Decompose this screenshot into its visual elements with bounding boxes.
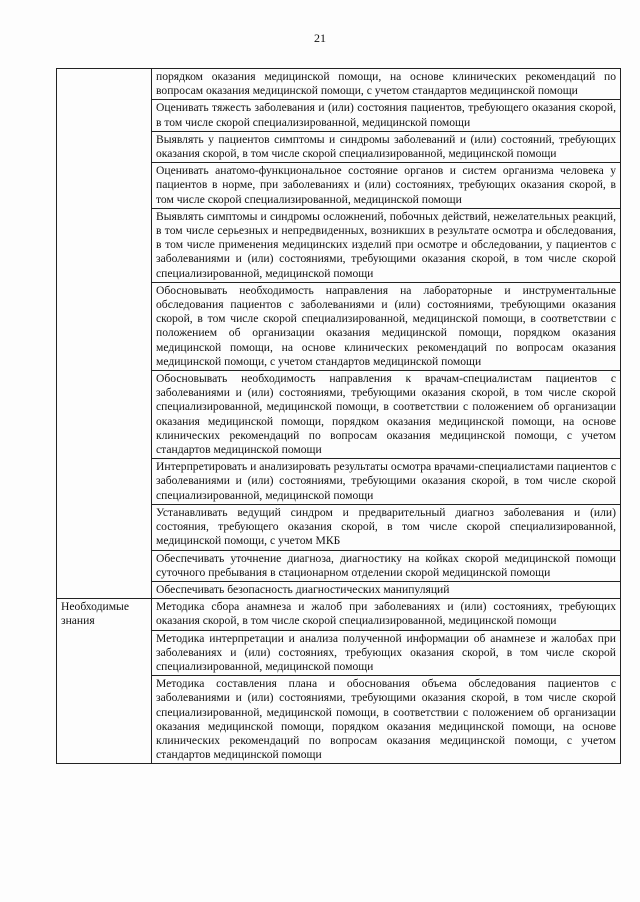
table-row (57, 69, 621, 100)
table-cell: Обосновывать необходимость направления к врачам-специалистам пациентов с заболеваниями и (или) состояниями, требующими оказания скорой, в том числе скорой специализированной, медицинской помощи, в соответствии с положением об организации оказания медицинской помощи, порядком оказания медицинской помощи, на основе клинических рекомендаций по вопросам оказания медицинской помощи, с учетом стандартов медицинской помощи (152, 371, 621, 459)
page-number: 21 (314, 31, 326, 45)
table-cell: Устанавливать ведущий синдром и предварительный диагноз заболевания и (или) состояния, требующего оказания скорой, в том числе скорой специализированной, медицинской помощи, с учетом МКБ (152, 504, 621, 550)
table-row (57, 599, 621, 630)
competency-table (56, 68, 621, 764)
table-cell: Выявлять у пациентов симптомы и синдромы заболеваний и (или) состояний, требующих оказания скорой, в том числе скорой специализированной, медицинской помощи (152, 131, 621, 162)
table-cell: Методика сбора анамнеза и жалоб при заболеваниях и (или) состояниях, требующих оказания скорой, в том числе скорой специализированной, медицинской помощи (152, 599, 621, 630)
table-cell: Выявлять симптомы и синдромы осложнений, побочных действий, нежелательных реакций, в том числе серьезных и непредвиденных, возникших в результате осмотра и обследования, в том числе применения медицинских изделий при осмотре и обследовании, у пациентов с заболеваниями и (или) состояниями, требующими оказания скорой, в том числе скорой специализированной, медицинской помощи (152, 208, 621, 282)
table-cell: порядком оказания медицинской помощи, на основе клинических рекомендаций по вопросам оказания медицинской помощи, с учетом стандартов медицинской помощи (152, 69, 621, 100)
table-cell: Интерпретировать и анализировать результаты осмотра врачами-специалистами пациентов с заболеваниями и (или) состояниями, требующими оказания скорой, в том числе скорой специализированной, медицинской помощи (152, 459, 621, 505)
table-cell: Оценивать анатомо-функциональное состояние органов и систем организма человека у пациентов в норме, при заболеваниях и (или) состояниях, требующих оказания скорой, в том числе скорой специализированной, медицинской помощи (152, 163, 621, 209)
table-cell: Методика интерпретации и анализа полученной информации об анамнезе и жалобах при заболеваниях и (или) состояниях, требующих оказания скорой, в том числе скорой специализированной, медицинской помощи (152, 630, 621, 676)
section-label-knowledge: Необходимые знания (57, 599, 152, 764)
table-cell: Оценивать тяжесть заболевания и (или) состояния пациентов, требующего оказания скорой, в том числе скорой специализированной, медицинской помощи (152, 100, 621, 131)
table-cell: Обеспечивать уточнение диагноза, диагностику на койках скорой медицинской помощи суточного пребывания в стационарном отделении скорой медицинской помощи (152, 550, 621, 581)
table-cell: Методика составления плана и обоснования объема обследования пациентов с заболеваниями и (или) состояниями, требующими оказания скорой, в том числе скорой специализированной, медицинской помощи, в соответствии с положением об организации оказания медицинской помощи, порядком оказания медицинской помощи, на основе клинических рекомендаций по вопросам оказания медицинской помощи, с учетом стандартов медицинской помощи (152, 676, 621, 764)
section-label-skills (57, 69, 152, 599)
table-cell: Обосновывать необходимость направления на лабораторные и инструментальные обследования пациентов с заболеваниями и (или) состояниями, требующими оказания скорой, в том числе скорой специализированной, медицинской помощи, в соответствии с положением об организации оказания медицинской помощи, порядком оказания медицинской помощи, на основе клинических рекомендаций по вопросам оказания медицинской помощи, с учетом стандартов медицинской помощи (152, 282, 621, 370)
table-cell: Обеспечивать безопасность диагностических манипуляций (152, 581, 621, 598)
